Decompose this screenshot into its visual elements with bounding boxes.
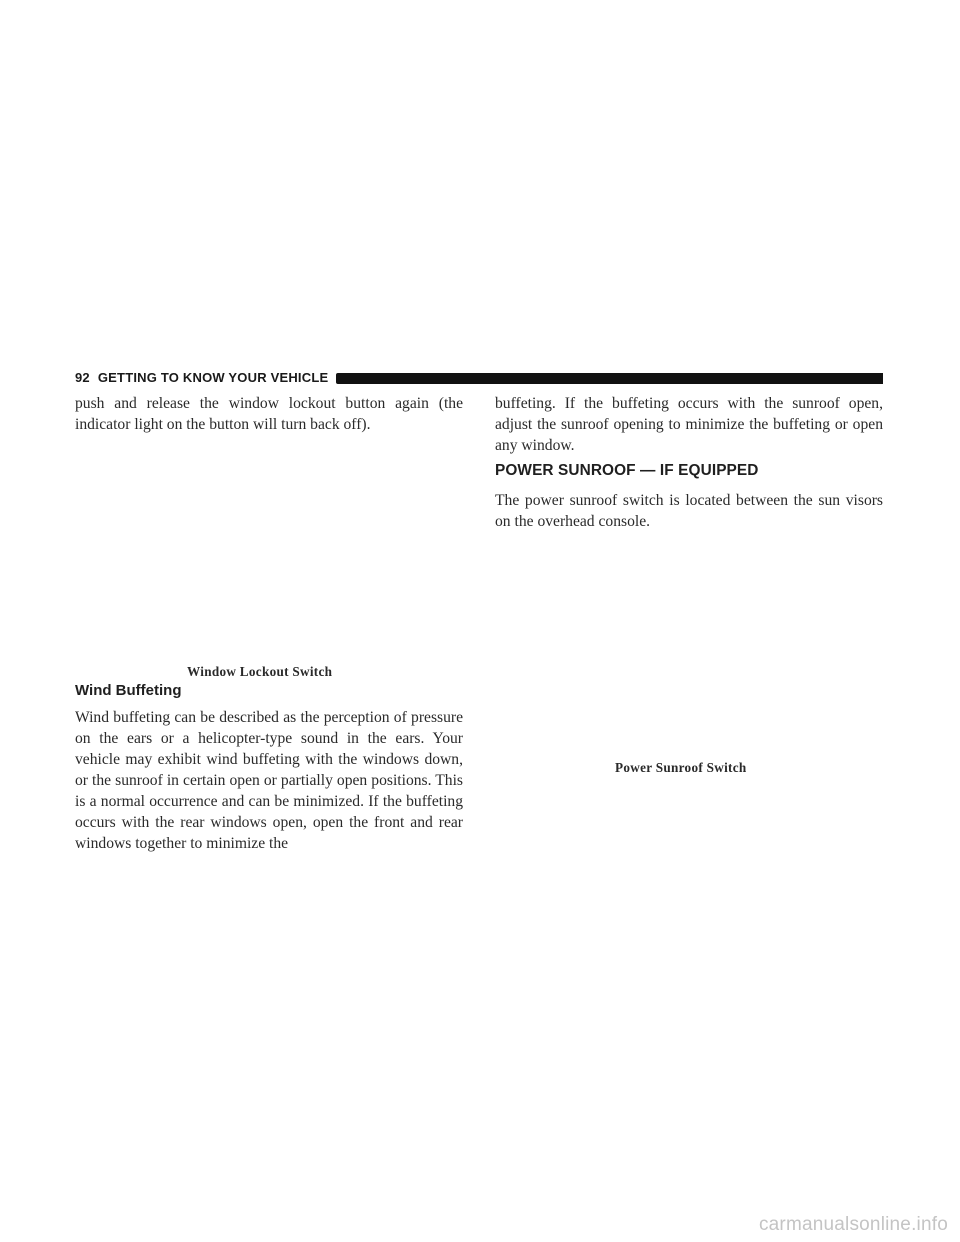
right-column <box>495 393 883 456</box>
wind-buffeting-heading: Wind Buffeting <box>75 682 182 699</box>
section-title: GETTING TO KNOW YOUR VEHICLE <box>97 370 329 385</box>
continued-paragraph: buffeting. If the buffeting occurs with the sunroof open, adjust the sunroof opening to minimize the buffeting or open any window. <box>495 395 883 454</box>
sunroof-paragraph: The power sunroof switch is located between the sun visors on the overhead console. <box>495 492 883 530</box>
page-number: 92 <box>75 370 90 385</box>
wind-buffeting-body <box>75 707 463 854</box>
power-sunroof-figure <box>495 540 883 752</box>
wind-buffeting-paragraph: Wind buffeting can be described as the perception of pressure on the ears or a helicopter-type sound in the ears. Your vehicle may exhibit wind buffeting with the windows down, or the sunroof in certain open or partially open positions. This is a normal occurrence and can be minimized. If the buffeting occurs with the rear windows open, open the front and rear windows together to minimize the <box>75 709 463 852</box>
intro-paragraph: push and release the window lockout button again (the indicator light on the button will turn back off). <box>75 395 463 433</box>
watermark-text: carmanualsonline.info <box>758 1214 948 1235</box>
window-lockout-caption: Window Lockout Switch <box>187 664 333 679</box>
header-rule <box>336 373 883 384</box>
sunroof-body <box>495 490 883 532</box>
power-sunroof-heading: POWER SUNROOF — IF EQUIPPED <box>495 462 759 479</box>
window-lockout-figure <box>75 440 463 660</box>
power-sunroof-caption: Power Sunroof Switch <box>615 760 747 775</box>
page-header <box>75 370 883 386</box>
left-column <box>75 393 463 435</box>
watermark <box>0 1214 960 1236</box>
